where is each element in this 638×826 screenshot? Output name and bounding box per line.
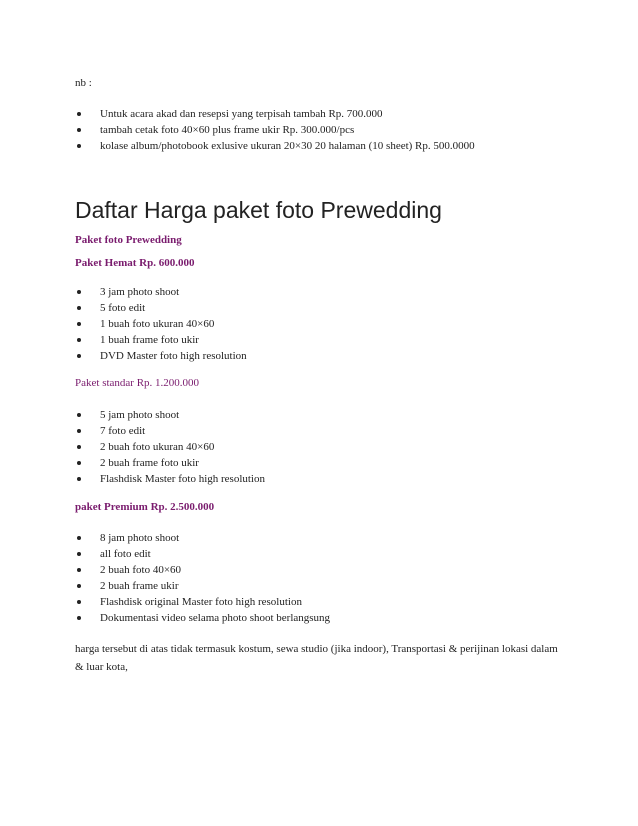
list-item-text: 8 jam photo shoot [100,532,180,544]
bullet-icon [77,322,81,326]
list-item-text: 1 buah frame foto ukir [100,334,199,346]
bullet-icon [77,429,81,433]
list-item-text: tambah cetak foto 40×60 plus frame ukir Rp. 300.000/pcs [100,124,355,136]
list-item-text: 2 buah foto ukuran 40×60 [100,441,215,453]
list-item-text: 2 buah frame ukir [100,580,179,592]
bullet-icon [77,461,81,465]
bullet-icon [77,568,81,572]
list-item-text: 3 jam photo shoot [100,286,180,298]
package-title-premium: paket Premium Rp. 2.500.000 [75,501,215,513]
bullet-icon [77,354,81,358]
list-item-text: DVD Master foto high resolution [100,350,247,362]
bullet-icon [77,128,81,132]
package-title-standar: Paket standar Rp. 1.200.000 [75,377,200,389]
list-item-text: 7 foto edit [100,425,146,437]
list-item-text: Flashdisk original Master foto high resolution [100,596,302,608]
bullet-icon [77,112,81,116]
bullet-icon [77,584,81,588]
bullet-icon [77,445,81,449]
list-item-text: kolase album/photobook exlusive ukuran 20×30 20 halaman (10 sheet) Rp. 500.0000 [100,140,475,152]
list-item-text: all foto edit [100,548,151,560]
bullet-icon [77,552,81,556]
page-title: Daftar Harga paket foto Prewedding [75,197,442,223]
list-item-text: 2 buah frame foto ukir [100,457,199,469]
list-item-text: 5 jam photo shoot [100,409,180,421]
bullet-icon [77,536,81,540]
list-item-text: Dokumentasi video selama photo shoot berlangsung [100,612,331,624]
bullet-icon [77,616,81,620]
bullet-icon [77,306,81,310]
section-subheading: Paket foto Prewedding [75,234,182,246]
list-item-text: 1 buah foto ukuran 40×60 [100,318,215,330]
list-item-text: 5 foto edit [100,302,146,314]
list-item-text: Flashdisk Master foto high resolution [100,473,265,485]
list-item-text: 2 buah foto 40×60 [100,564,182,576]
bullet-icon [77,290,81,294]
nb-label: nb : [75,77,92,89]
package-title-hemat: Paket Hemat Rp. 600.000 [75,257,195,269]
list-item-text: Untuk acara akad dan resepsi yang terpisah tambah Rp. 700.000 [100,108,383,120]
footer-note: harga tersebut di atas tidak termasuk kostum, sewa studio (jika indoor), Transportasi & perijinan lokasi dalam & luar kota, [75,643,558,673]
bullet-icon [77,477,81,481]
bullet-icon [77,338,81,342]
bullet-icon [77,413,81,417]
bullet-icon [77,600,81,604]
bullet-icon [77,144,81,148]
